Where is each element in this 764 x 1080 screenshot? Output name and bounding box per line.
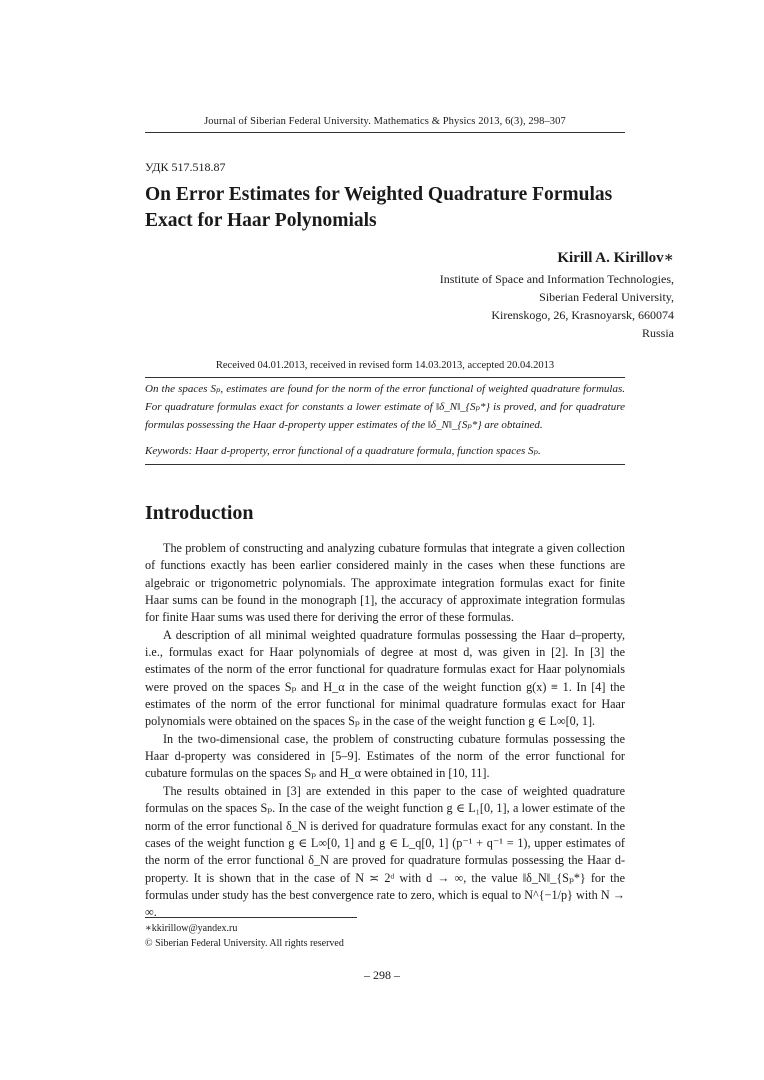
header-rule <box>145 132 625 133</box>
affiliation-line: Institute of Space and Information Technologies, <box>439 272 674 286</box>
paragraph: The results obtained in [3] are extended in this paper to the case of weighted quadrature formulas on the spaces Sₚ. In the case of the weight function g ∈ L₁[0, 1], a lower estimate of the norm of the error functional δ_N is derived for quadrature formulas exact for any constant. In the cases of the weight function g ∈ L∞[0, 1] and g ∈ L_q[0, 1] (p⁻¹ + q⁻¹ = 1), upper estimates of the norm of the error functional δ_N are proved for quadrature formulas possessing the Haar d-property. It is shown that in the case of N ≍ 2ᵈ with d → ∞, the value ‖δ_N‖_{Sₚ*} for the formulas under study has the best convergence rate to zero, which is equal to N^{−1/p} with N → ∞. <box>145 783 625 920</box>
running-head: Journal of Siberian Federal University. Mathematics & Physics 2013, 6(3), 298–307 <box>204 116 566 127</box>
paragraph: A description of all minimal weighted quadrature formulas possessing the Haar d–property, i.e., formulas exact for Haar polynomials of degree at most d, was given in [2]. In [3] the estimates of the norm of the error functional for quadrature formulas exact for Haar polynomials were proved on the spaces Sₚ and H_α in the case of the weight function g(x) ≡ 1. In [4] the estimates of the norm of the error functional for minimal quadrature formulas exact for Haar polynomials were obtained on the spaces Sₚ in the case of the weight function g ∈ L∞[0, 1]. <box>145 627 625 729</box>
footnote-email: ∗kkirillow@yandex.ru <box>145 923 238 934</box>
udc-code: УДК 517.518.87 <box>145 160 226 174</box>
body-text <box>145 540 625 922</box>
author-name: Kirill A. Kirillov∗ <box>557 250 674 266</box>
footnote-copyright: © Siberian Federal University. All rights reserved <box>145 938 344 949</box>
affiliation <box>440 270 674 342</box>
keywords: Keywords: Haar d-property, error functional of a quadrature formula, function spaces Sₚ. <box>145 445 541 457</box>
paper-title <box>145 182 645 234</box>
received-dates: Received 04.01.2013, received in revised form 14.03.2013, accepted 20.04.2013 <box>215 360 555 371</box>
paragraph: The problem of constructing and analyzing cubature formulas that integrate a given collection of functions exactly has been earlier considered mainly in the cases when these functions are algebraic or trigonometric polynomials. The approximate integration formulas exact for finite Haar sums can be found in the monograph [1], the accuracy of approximate integration formulas for finite Haar sums was used there for deriving the error of these formulas. <box>145 541 625 625</box>
affiliation-line: Russia <box>641 326 674 340</box>
title-line-1: On Error Estimates for Weighted Quadrature Formulas <box>145 184 613 205</box>
affiliation-line: Kirenskogo, 26, Krasnoyarsk, 660074 <box>491 308 674 322</box>
page-number: – 298 – <box>364 968 400 982</box>
footnote-rule <box>145 917 357 918</box>
abstract: On the spaces Sₚ, estimates are found for the norm of the error functional of weighted quadrature formulas. For quadrature formulas exact for constants a lower estimate of ‖δ_N‖_{Sₚ*} is proved, and for quadrature formulas possessing the Haar d-property upper estimates of the ‖δ_N‖_{Sₚ*} are obtained. <box>145 383 625 431</box>
affiliation-line: Siberian Federal University, <box>539 290 674 304</box>
abstract-top-rule <box>145 377 625 378</box>
paragraph: In the two-dimensional case, the problem of constructing cubature formulas possessing the Haar d-property was considered in [5–9]. Estimates of the norm of the error functional for cubature formulas on the spaces Sₚ and H_α were obtained in [10, 11]. <box>145 731 625 781</box>
abstract-bottom-rule <box>145 464 625 465</box>
section-title: Introduction <box>145 502 254 524</box>
title-line-2: Exact for Haar Polynomials <box>145 210 377 231</box>
footnotes <box>145 921 344 951</box>
